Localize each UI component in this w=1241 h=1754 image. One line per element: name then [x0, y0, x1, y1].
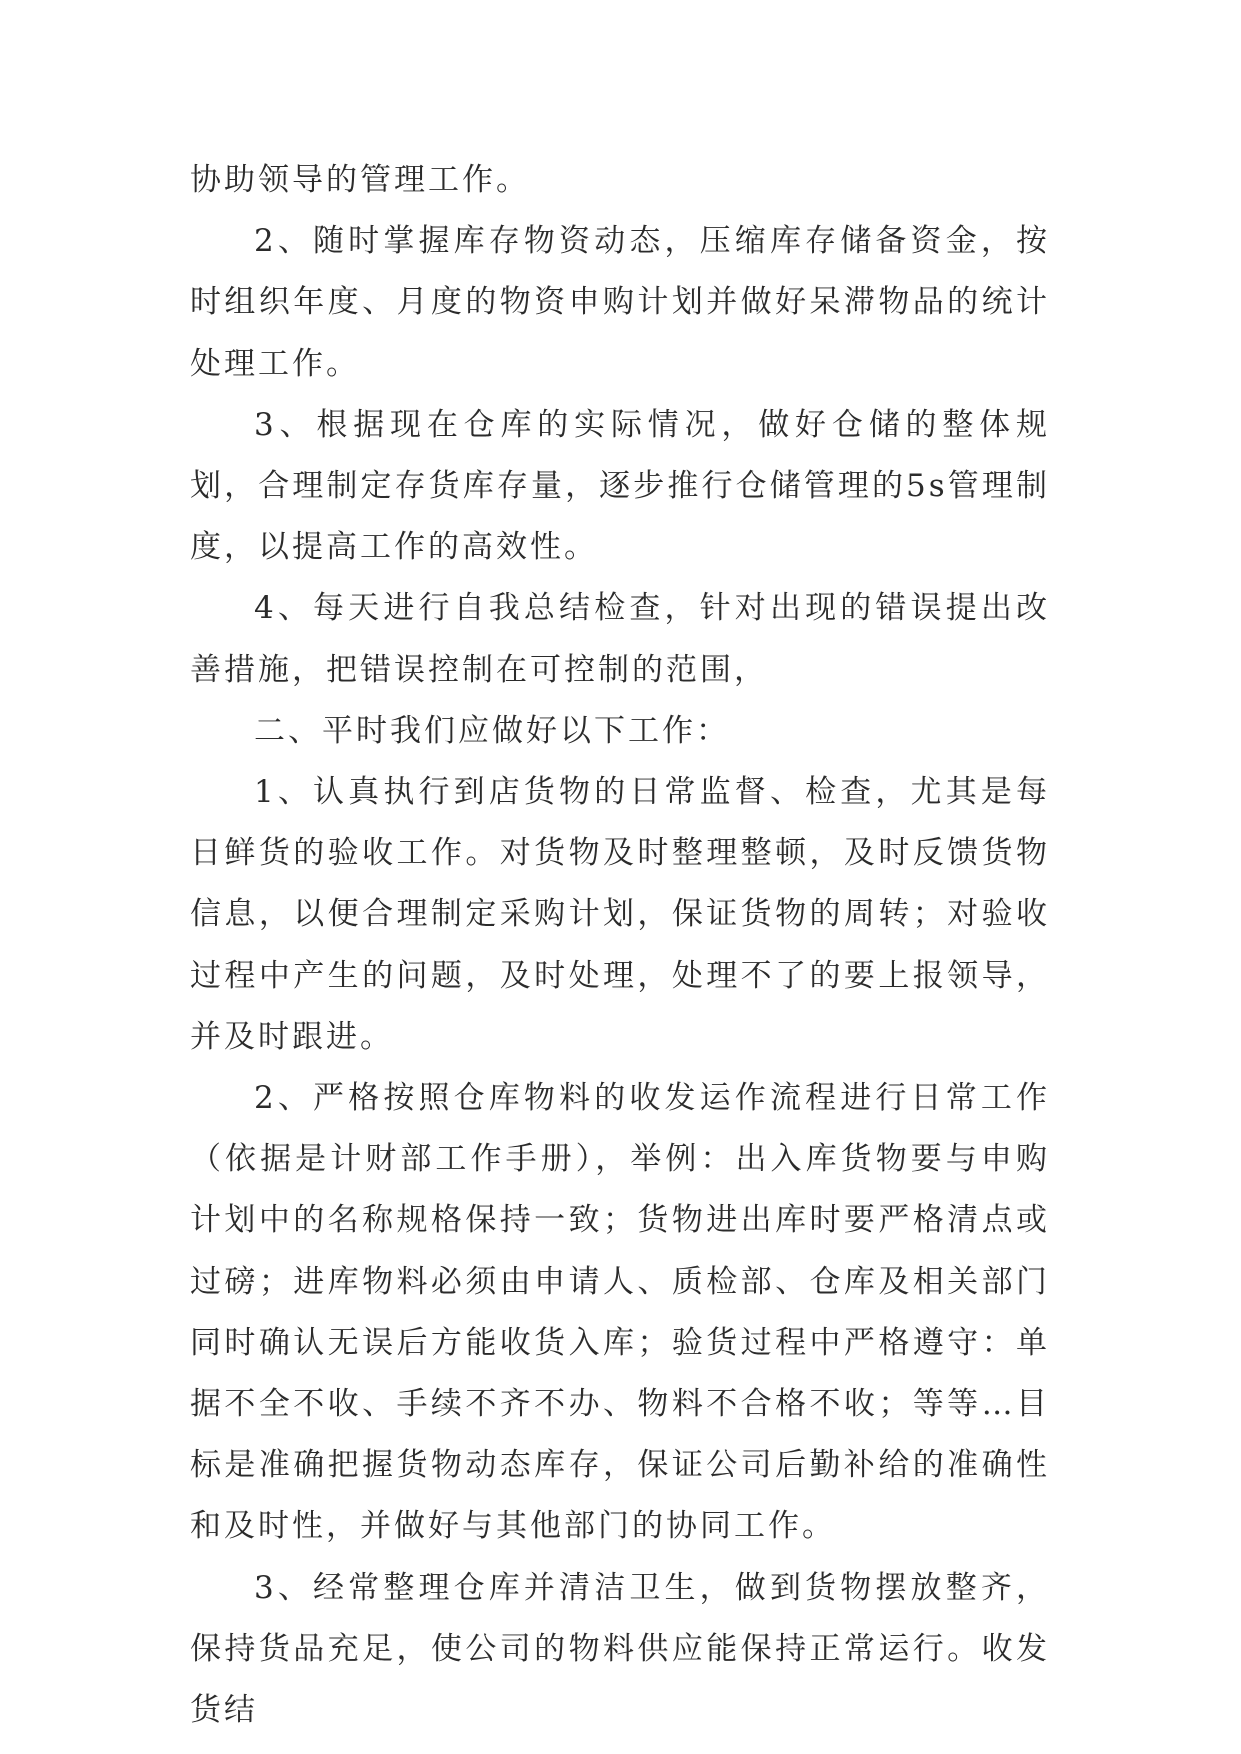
paragraph-continuation: 协助领导的管理工作。	[190, 162, 530, 198]
paragraph-item-3: 3、根据现在仓库的实际情况，做好仓储的整体规划，合理制定存货库存量，逐步推行仓储管理的5s管理制度，以提高工作的高效性。	[190, 406, 1050, 566]
paragraph-item-4: 4、每天进行自我总结检查，针对出现的错误提出改善措施，把错误控制在可控制的范围，	[190, 590, 1050, 688]
section-heading-two: 二、平时我们应做好以下工作：	[254, 712, 730, 749]
paragraph-section2-item-1: 1、认真执行到店货物的日常监督、检查，尤其是每日鲜货的验收工作。对货物及时整理整顿，及时反馈货物信息，以便合理制定采购计划，保证货物的周转；对验收过程中产生的问题，及时处理，处理不了的要上报领导，并及时跟进。	[190, 774, 1050, 1055]
paragraph-section2-item-3: 3、经常整理仓库并清洁卫生，做到货物摆放整齐，保持货品充足，使公司的物料供应能保持正常运行。收发货结	[190, 1569, 1050, 1729]
document-body	[190, 150, 1050, 1741]
paragraph-item-2: 2、随时掌握库存物资动态，压缩库存储备资金，按时组织年度、月度的物资申购计划并做好呆滞物品的统计处理工作。	[190, 223, 1050, 382]
paragraph-section2-item-2: 2、严格按照仓库物料的收发运作流程进行日常工作（依据是计财部工作手册），举例：出入库货物要与申购计划中的名称规格保持一致；货物进出库时要严格清点或过磅；进库物料必须由申请人、质检部、仓库及相关部门同时确认无误后方能收货入库；验货过程中严格遵守：单据不全不收、手续不齐不办、物料不合格不收；等等…目标是准确把握货物动态库存，保证公司后勤补给的准确性和及时性，并做好与其他部门的协同工作。	[190, 1080, 1050, 1545]
